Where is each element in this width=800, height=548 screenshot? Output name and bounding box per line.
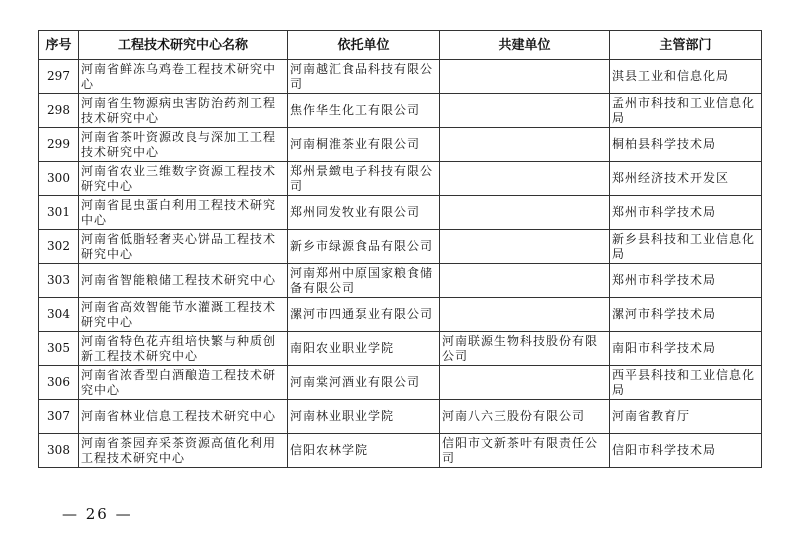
row-serial-number: 306 — [39, 366, 79, 400]
row-co-builder — [440, 366, 610, 400]
header-center-name: 工程技术研究中心名称 — [79, 31, 288, 60]
header-host-unit: 依托单位 — [288, 31, 440, 60]
row-serial-number: 303 — [39, 264, 79, 298]
table-row — [39, 434, 762, 468]
row-center-name: 河南省特色花卉组培快繁与种质创新工程技术研究中心 — [79, 332, 288, 366]
row-host-unit: 南阳农业职业学院 — [288, 332, 440, 366]
row-center-name: 河南省浓香型白酒酿造工程技术研究中心 — [79, 366, 288, 400]
row-host-unit: 漯河市四通泵业有限公司 — [288, 298, 440, 332]
table-row — [39, 298, 762, 332]
row-host-unit: 郑州同发牧业有限公司 — [288, 196, 440, 230]
row-center-name: 河南省茶园弃采茶资源高值化利用工程技术研究中心 — [79, 434, 288, 468]
row-authority: 西平县科技和工业信息化局 — [610, 366, 762, 400]
row-co-builder: 河南八六三股份有限公司 — [440, 400, 610, 434]
row-authority: 郑州经济技术开发区 — [610, 162, 762, 196]
row-host-unit: 郑州景緻电子科技有限公司 — [288, 162, 440, 196]
row-authority: 新乡县科技和工业信息化局 — [610, 230, 762, 264]
row-authority: 郑州市科学技术局 — [610, 264, 762, 298]
table-row — [39, 332, 762, 366]
table-row — [39, 366, 762, 400]
row-serial-number: 299 — [39, 128, 79, 162]
row-serial-number: 297 — [39, 60, 79, 94]
row-host-unit: 河南郑州中原国家粮食储备有限公司 — [288, 264, 440, 298]
row-host-unit: 河南越汇食品科技有限公司 — [288, 60, 440, 94]
row-co-builder — [440, 60, 610, 94]
row-co-builder — [440, 162, 610, 196]
row-serial-number: 308 — [39, 434, 79, 468]
row-authority: 淇县工业和信息化局 — [610, 60, 762, 94]
table-row — [39, 230, 762, 264]
table-row — [39, 264, 762, 298]
row-authority: 漯河市科学技术局 — [610, 298, 762, 332]
table-body — [39, 60, 762, 468]
row-authority: 南阳市科学技术局 — [610, 332, 762, 366]
row-co-builder: 河南联源生物科技股份有限公司 — [440, 332, 610, 366]
row-authority: 郑州市科学技术局 — [610, 196, 762, 230]
table-row — [39, 196, 762, 230]
row-center-name: 河南省农业三维数字资源工程技术研究中心 — [79, 162, 288, 196]
row-co-builder: 信阳市文新茶叶有限责任公司 — [440, 434, 610, 468]
row-serial-number: 302 — [39, 230, 79, 264]
row-center-name: 河南省生物源病虫害防治药剂工程技术研究中心 — [79, 94, 288, 128]
table-row — [39, 94, 762, 128]
row-authority: 信阳市科学技术局 — [610, 434, 762, 468]
row-center-name: 河南省鲜冻乌鸡卷工程技术研究中心 — [79, 60, 288, 94]
table-row — [39, 128, 762, 162]
row-serial-number: 301 — [39, 196, 79, 230]
row-serial-number: 307 — [39, 400, 79, 434]
row-serial-number: 304 — [39, 298, 79, 332]
research-center-table — [38, 30, 762, 468]
header-co-builder: 共建单位 — [440, 31, 610, 60]
row-co-builder — [440, 196, 610, 230]
row-authority: 孟州市科技和工业信息化局 — [610, 94, 762, 128]
row-center-name: 河南省低脂轻奢夹心饼品工程技术研究中心 — [79, 230, 288, 264]
row-host-unit: 新乡市绿源食品有限公司 — [288, 230, 440, 264]
table-row — [39, 162, 762, 196]
row-serial-number: 298 — [39, 94, 79, 128]
row-center-name: 河南省茶叶资源改良与深加工工程技术研究中心 — [79, 128, 288, 162]
header-serial-number: 序号 — [39, 31, 79, 60]
row-center-name: 河南省高效智能节水灌溉工程技术研究中心 — [79, 298, 288, 332]
header-authority: 主管部门 — [610, 31, 762, 60]
row-co-builder — [440, 128, 610, 162]
row-authority: 桐柏县科学技术局 — [610, 128, 762, 162]
row-host-unit: 信阳农林学院 — [288, 434, 440, 468]
row-center-name: 河南省智能粮储工程技术研究中心 — [79, 264, 288, 298]
row-co-builder — [440, 298, 610, 332]
row-co-builder — [440, 94, 610, 128]
row-host-unit: 河南棠河酒业有限公司 — [288, 366, 440, 400]
row-center-name: 河南省昆虫蛋白利用工程技术研究中心 — [79, 196, 288, 230]
row-center-name: 河南省林业信息工程技术研究中心 — [79, 400, 288, 434]
row-host-unit: 河南桐淮茶业有限公司 — [288, 128, 440, 162]
table-header-row — [39, 31, 762, 60]
row-host-unit: 焦作华生化工有限公司 — [288, 94, 440, 128]
row-authority: 河南省教育厅 — [610, 400, 762, 434]
row-co-builder — [440, 230, 610, 264]
row-co-builder — [440, 264, 610, 298]
table-row — [39, 400, 762, 434]
row-serial-number: 300 — [39, 162, 79, 196]
row-host-unit: 河南林业职业学院 — [288, 400, 440, 434]
page-number: — 26 — — [62, 505, 133, 523]
table-row — [39, 60, 762, 94]
row-serial-number: 305 — [39, 332, 79, 366]
